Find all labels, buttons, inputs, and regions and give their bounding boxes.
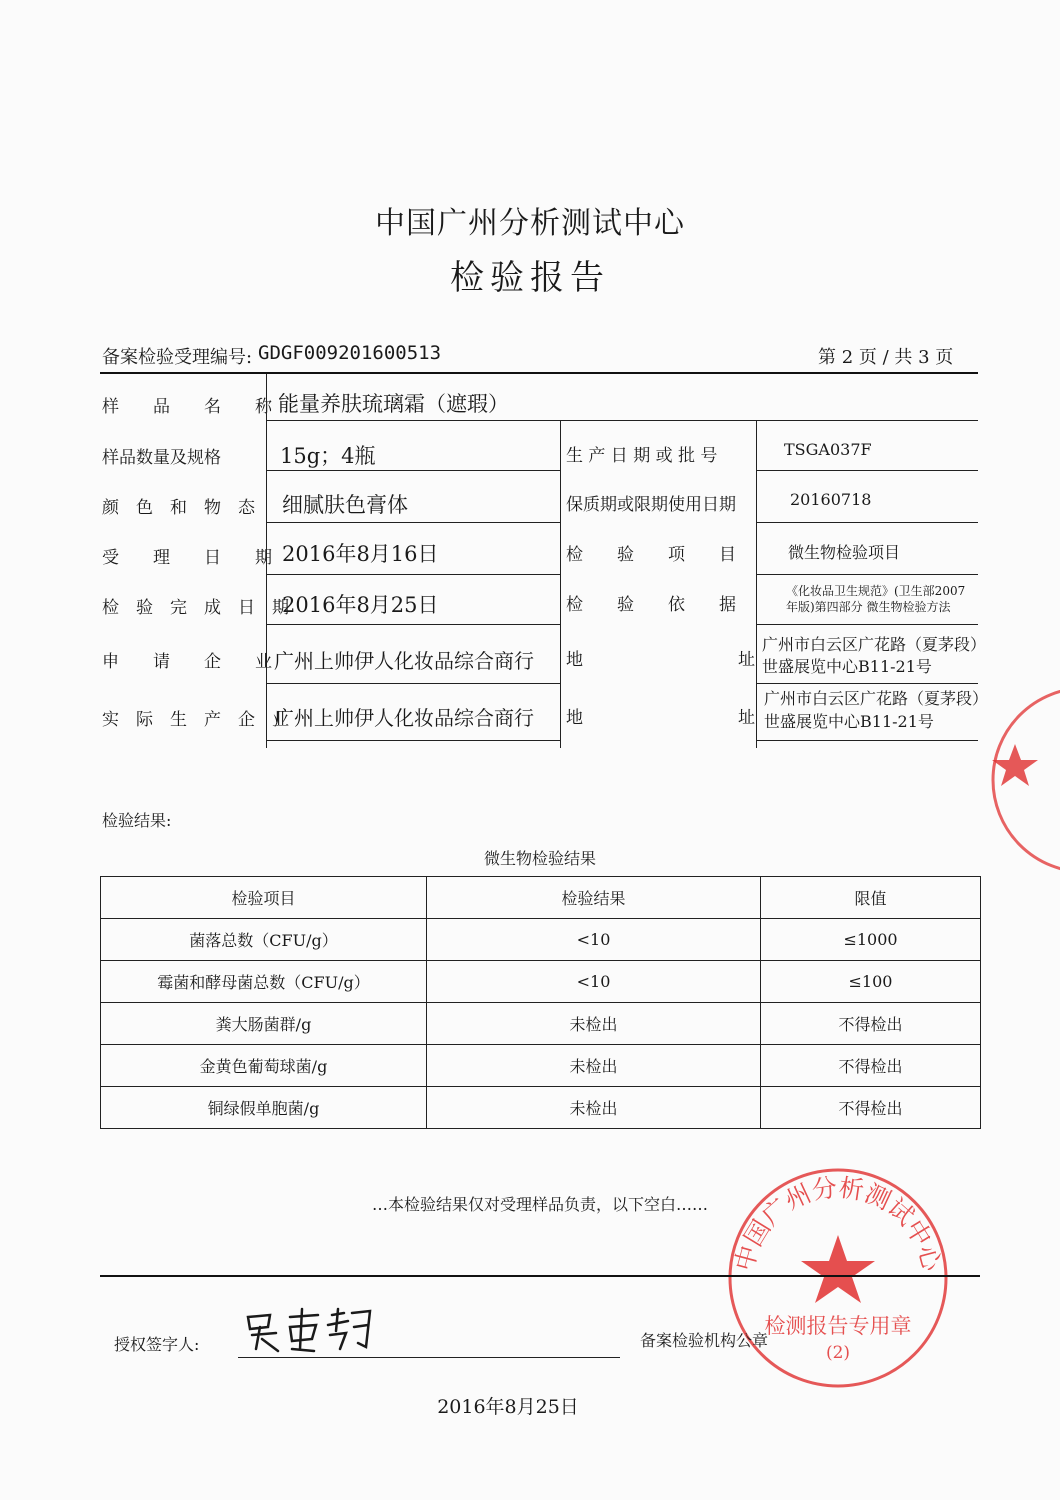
results-label: 检验结果:	[102, 811, 172, 830]
expiry: 20160718	[790, 490, 872, 509]
test-result: <10	[427, 961, 761, 1003]
results-table-title: 微生物检验结果	[483, 849, 596, 868]
address-label-end: 址	[738, 708, 755, 728]
org-title: 中国广州分析测试中心	[375, 206, 685, 241]
test-result: <10	[427, 919, 761, 961]
applicant: 广州上帅伊人化妆品综合商行	[274, 649, 534, 673]
rule	[756, 574, 978, 575]
test-item: 霉菌和酵母菌总数（CFU/g）	[101, 961, 427, 1003]
done-label: 检 验 完 成 日 期	[102, 598, 289, 618]
color-label: 颜 色 和 物 态	[102, 498, 255, 518]
test-limit: 不得检出	[761, 1045, 981, 1087]
signature-line	[238, 1357, 620, 1358]
signer-label: 授权签字人:	[114, 1335, 200, 1354]
report-date: 2016年8月25日	[437, 1396, 579, 1418]
address-label-end: 址	[738, 650, 755, 670]
batch: TSGA037F	[784, 440, 872, 459]
stamp-sub-text: 检测报告专用章	[764, 1314, 912, 1338]
header-rule	[100, 372, 978, 374]
qty: 15g；4瓶	[280, 444, 376, 468]
test-result: 未检出	[427, 1045, 761, 1087]
item: 微生物检验项目	[788, 543, 901, 562]
address-label-start: 地	[566, 708, 583, 728]
table-row	[101, 961, 981, 1003]
column-header: 检验项目	[101, 877, 427, 919]
rule	[756, 740, 978, 741]
rule	[756, 624, 978, 625]
rule	[756, 470, 978, 471]
test-item: 金黄色葡萄球菌/g	[101, 1045, 427, 1087]
sample-name: 能量养肤琉璃霜（遮瑕）	[278, 392, 509, 416]
results-note: …本检验结果仅对受理样品负责，以下空白……	[371, 1195, 708, 1214]
rule	[266, 574, 560, 575]
producer: 广州上帅伊人化妆品综合商行	[274, 706, 534, 730]
expiry-label: 保质期或限期使用日期	[566, 495, 736, 515]
seal-stamp	[725, 1165, 951, 1391]
accept-no: GDGF009201600513	[258, 342, 442, 364]
sample-name-label: 样 品 名 称	[102, 397, 272, 417]
color: 细腻肤色膏体	[282, 493, 408, 517]
basis-line-1: 《化妆品卫生规范》(卫生部2007	[786, 584, 966, 598]
table-row	[101, 919, 981, 961]
batch-label: 生 产 日 期 或 批 号	[566, 446, 718, 466]
table-row	[101, 1087, 981, 1129]
applicant-label: 申 请 企 业	[102, 652, 272, 672]
accept-no-label: 备案检验受理编号:	[102, 347, 253, 368]
page-info: 第 2 页 / 共 3 页	[818, 347, 954, 368]
rule	[266, 420, 978, 421]
table-header-row	[101, 877, 981, 919]
test-item: 菌落总数（CFU/g）	[101, 919, 427, 961]
seal-label: 备案检验机构公章	[640, 1331, 769, 1350]
rule	[266, 470, 560, 471]
stamp-number: (2)	[825, 1343, 851, 1363]
test-limit: 不得检出	[761, 1003, 981, 1045]
applicant-address-1: 广州市白云区广花路（夏茅段）	[762, 635, 987, 654]
test-limit: 不得检出	[761, 1087, 981, 1129]
table-row	[101, 1045, 981, 1087]
rule	[560, 420, 561, 748]
test-item: 铜绿假单胞菌/g	[101, 1087, 427, 1129]
signature	[240, 1305, 380, 1355]
basis-label: 检 验 依 据	[566, 595, 736, 615]
item-label: 检 验 项 目	[566, 545, 736, 565]
producer-address-2: 世盛展览中心B11-21号	[764, 712, 934, 731]
applicant-address-2: 世盛展览中心B11-21号	[762, 657, 932, 676]
rule	[756, 420, 757, 748]
results-table	[100, 876, 981, 1129]
column-header: 限值	[761, 877, 981, 919]
address-label-start: 地	[566, 650, 583, 670]
report-title: 检验报告	[450, 258, 610, 298]
test-result: 未检出	[427, 1087, 761, 1129]
footer-rule	[100, 1275, 980, 1277]
receive-date: 2016年8月16日	[282, 542, 439, 566]
test-limit: ≤100	[761, 961, 981, 1003]
receive-label: 受 理 日 期	[102, 548, 272, 568]
column-header: 检验结果	[427, 877, 761, 919]
table-row	[101, 1003, 981, 1045]
done-date: 2016年8月25日	[282, 593, 439, 617]
producer-address-1: 广州市白云区广花路（夏茅段）	[764, 689, 989, 708]
test-result: 未检出	[427, 1003, 761, 1045]
rule	[756, 522, 978, 523]
rule	[266, 740, 560, 741]
producer-label: 实 际 生 产 企 业	[102, 710, 289, 730]
basis-line-2: 年版)第四部分 微生物检验方法	[786, 600, 951, 614]
rule	[266, 522, 560, 523]
rule	[756, 683, 978, 684]
test-limit: ≤1000	[761, 919, 981, 961]
qty-label: 样品数量及规格	[102, 448, 221, 468]
rule	[266, 683, 560, 684]
rule	[266, 624, 560, 625]
test-item: 粪大肠菌群/g	[101, 1003, 427, 1045]
stamp-main-text: 中国广州分析测试中心	[729, 1172, 947, 1274]
